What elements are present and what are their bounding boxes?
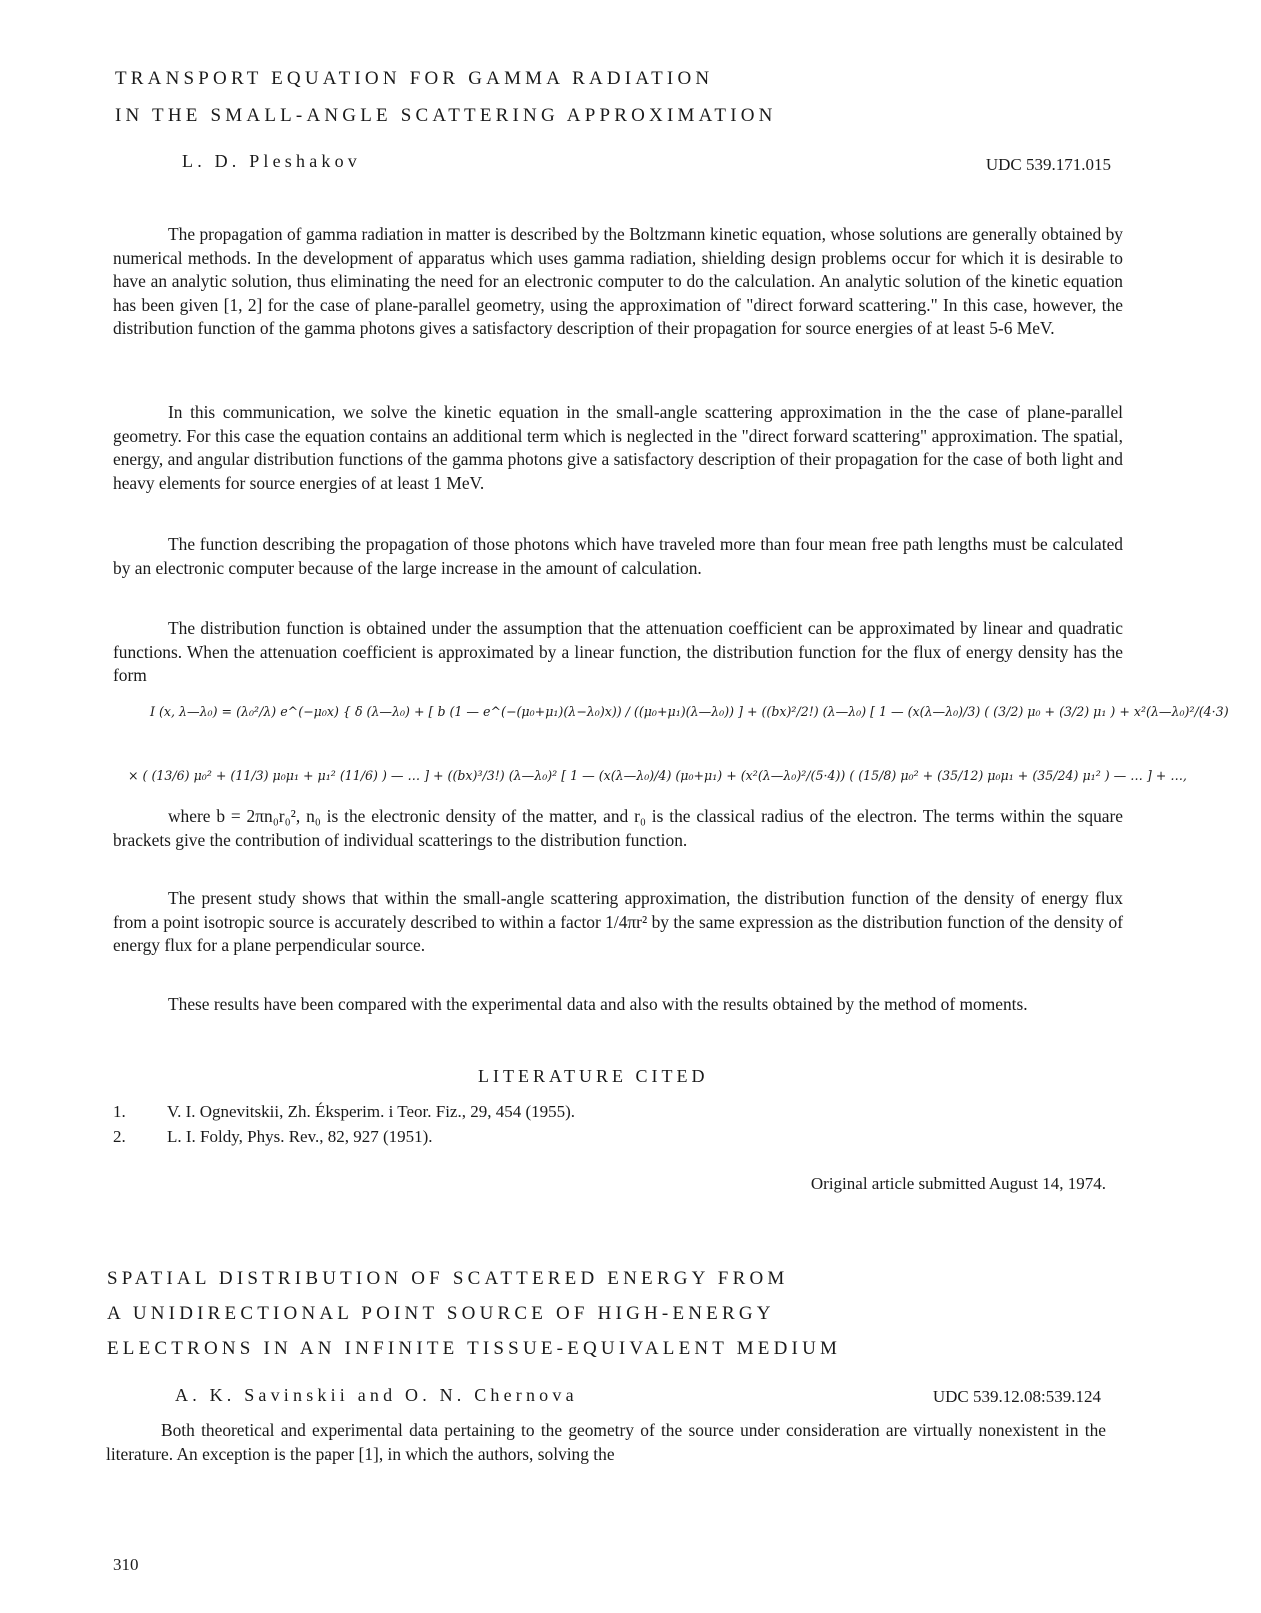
references-heading: LITERATURE CITED bbox=[478, 1066, 709, 1086]
article1-paragraph-5: where b = 2πn₀r₀², n₀ is the electronic density of the matter, and r₀ is the classical radius of the electron. The terms within the square brackets give the contribution of individual scatterings to the distribution function. bbox=[113, 806, 1123, 850]
formula-line-1: I (x, λ—λ₀) = (λ₀²/λ) e^(−μ₀x) { δ (λ—λ₀) + [ b (1 — e^(−(μ₀+μ₁)(λ−λ₀)x)) / ((μ₀+μ₁)(λ—λ₀)) ] + ((bx)²/2!) (λ—λ₀) [ 1 — (x(λ—λ₀)/3) ( (3/2) μ₀ + (3/2) μ₁ ) + x²(λ—λ₀)²/(4·3) bbox=[150, 704, 1229, 719]
article2-authors: A. K. Savinskii and O. N. Chernova bbox=[175, 1385, 578, 1405]
formula-line-2: × ( (13/6) μ₀² + (11/3) μ₀μ₁ + μ₁² (11/6) ) — … ] + ((bx)³/3!) (λ—λ₀)² [ 1 — (x(λ—λ₀)/4) (μ₀+μ₁) + (x²(λ—λ₀)²/(5·4)) ( (15/8) μ₀² + (35/12) μ₀μ₁ + (35/24) μ₁² ) — … ] + …, bbox=[128, 768, 1187, 783]
article1-udc: UDC 539.171.015 bbox=[985, 155, 1111, 174]
article1-paragraph-2: In this communication, we solve the kinetic equation in the small-angle scattering approximation in the the case of plane-parallel geometry. For this case the equation contains an additional term which is neglected in the "direct forward scattering" approximation. The spatial, energy, and angular distribution functions of the gamma photons give a satisfactory description of their propagation for the case of both light and heavy elements for source energies of at least 1 MeV. bbox=[113, 402, 1123, 493]
article1-paragraph-1: The propagation of gamma radiation in matter is described by the Boltzmann kinetic equation, whose solutions are generally obtained by numerical methods. In the development of apparatus which uses gamma radiation, shielding design problems occur for which it is desirable to have an analytic solution, thus eliminating the need for an electronic computer to do the calculation. An analytic solution of the kinetic equation has been given [1, 2] for the case of plane-parallel geometry, using the approximation of "direct forward scattering." In this case, however, the distribution function of the gamma photons gives a satisfactory description of their propagation for source energies of at least 5-6 MeV. bbox=[113, 224, 1123, 338]
reference-number: 1. bbox=[113, 1102, 126, 1121]
article1-title-line2: IN THE SMALL-ANGLE SCATTERING APPROXIMATION bbox=[115, 105, 777, 126]
reference-item-1 bbox=[113, 1102, 575, 1122]
reference-number: 2. bbox=[113, 1127, 126, 1146]
page-number: 310 bbox=[113, 1555, 139, 1574]
article1-paragraph-4: The distribution function is obtained under the assumption that the attenuation coefficient can be approximated by linear and quadratic functions. When the attenuation coefficient is approximated by a linear function, the distribution function for the flux of energy density has the form bbox=[113, 618, 1123, 685]
article2-paragraph: Both theoretical and experimental data pertaining to the geometry of the source under consideration are virtually nonexistent in the literature. An exception is the paper [1], in which the authors, solving the bbox=[106, 1420, 1106, 1464]
reference-text: L. I. Foldy, Phys. Rev., 82, 927 (1951). bbox=[167, 1127, 433, 1146]
article1-author: L. D. Pleshakov bbox=[182, 151, 361, 171]
reference-item-2 bbox=[113, 1127, 433, 1147]
article2-title-line1: SPATIAL DISTRIBUTION OF SCATTERED ENERGY FROM bbox=[107, 1268, 789, 1289]
article2-title-line3: ELECTRONS IN AN INFINITE TISSUE-EQUIVALENT MEDIUM bbox=[107, 1338, 842, 1359]
article1-paragraph-6: The present study shows that within the small-angle scattering approximation, the distribution function of the density of energy flux from a point isotropic source is accurately described to within a factor 1/4πr² by the same expression as the distribution function of the density of energy flux for a plane perpendicular source. bbox=[113, 888, 1123, 955]
reference-text: V. I. Ognevitskii, Zh. Éksperim. i Teor. Fiz., 29, 454 (1955). bbox=[167, 1102, 576, 1121]
article2-udc: UDC 539.12.08:539.124 bbox=[932, 1387, 1101, 1406]
article1-paragraph-7: These results have been compared with the experimental data and also with the results obtained by the method of moments. bbox=[168, 994, 1028, 1014]
article1-title-line1: TRANSPORT EQUATION FOR GAMMA RADIATION bbox=[115, 68, 714, 89]
article2-title-line2: A UNIDIRECTIONAL POINT SOURCE OF HIGH-ENERGY bbox=[107, 1303, 775, 1324]
article1-paragraph-3: The function describing the propagation of those photons which have traveled more than four mean free path lengths must be calculated by an electronic computer because of the large increase in the amount of calculation. bbox=[113, 534, 1123, 578]
submission-note: Original article submitted August 14, 1974. bbox=[810, 1174, 1106, 1193]
